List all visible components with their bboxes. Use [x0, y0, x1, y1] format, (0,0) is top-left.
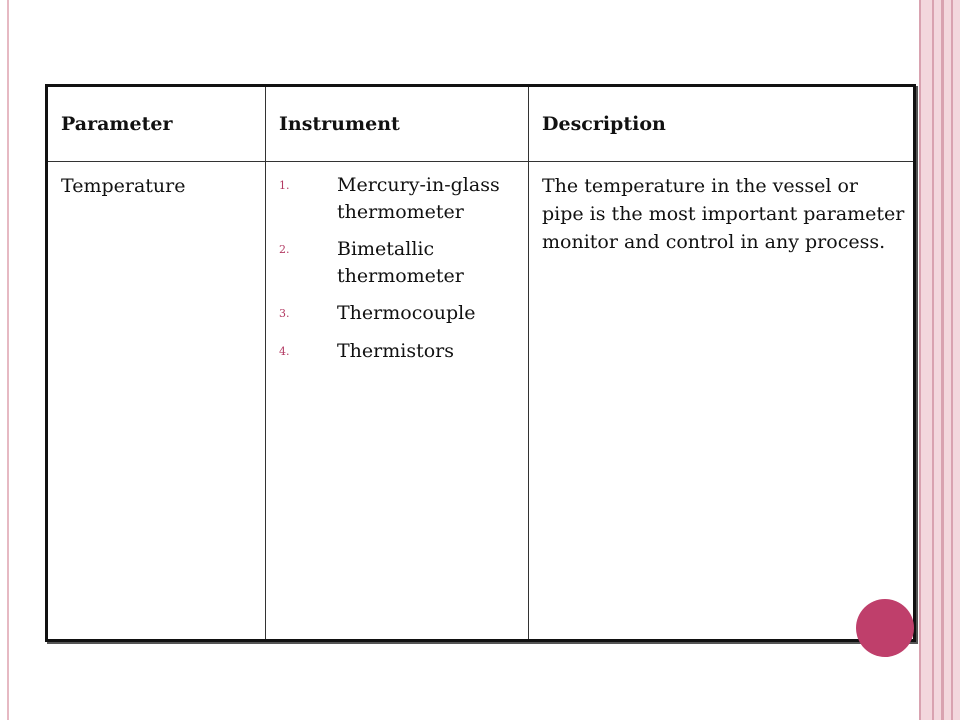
list-number: 2.	[279, 243, 290, 256]
list-item	[279, 338, 520, 366]
list-item	[279, 172, 520, 226]
description-cell: The temperature in the vessel or pipe is the most important parameter monitor and control in any process.	[529, 162, 915, 641]
left-border-stripe	[0, 0, 9, 720]
decorative-circle	[856, 599, 914, 657]
instrument-cell	[266, 162, 529, 641]
table-row	[47, 162, 915, 641]
header-instrument: Instrument	[266, 86, 529, 162]
header-parameter: Parameter	[47, 86, 266, 162]
list-item	[279, 300, 520, 328]
list-item	[279, 236, 520, 290]
instrument-name: Thermocouple	[337, 302, 476, 324]
list-number: 1.	[279, 179, 290, 192]
list-number: 3.	[279, 307, 290, 320]
instrument-name: Bimetallic thermometer	[337, 238, 464, 287]
right-border-line	[951, 0, 953, 720]
right-border-line	[932, 0, 934, 720]
list-number: 4.	[279, 345, 290, 358]
right-border-band	[919, 0, 960, 720]
parameter-cell: Temperature	[47, 162, 266, 641]
instrument-name: Mercury-in-glass thermometer	[337, 174, 500, 223]
instrument-name: Thermistors	[337, 340, 454, 362]
right-border-line	[941, 0, 944, 720]
parameter-table	[45, 84, 916, 642]
header-description: Description	[529, 86, 915, 162]
instrument-list	[279, 172, 520, 366]
table-header-row	[47, 86, 915, 162]
